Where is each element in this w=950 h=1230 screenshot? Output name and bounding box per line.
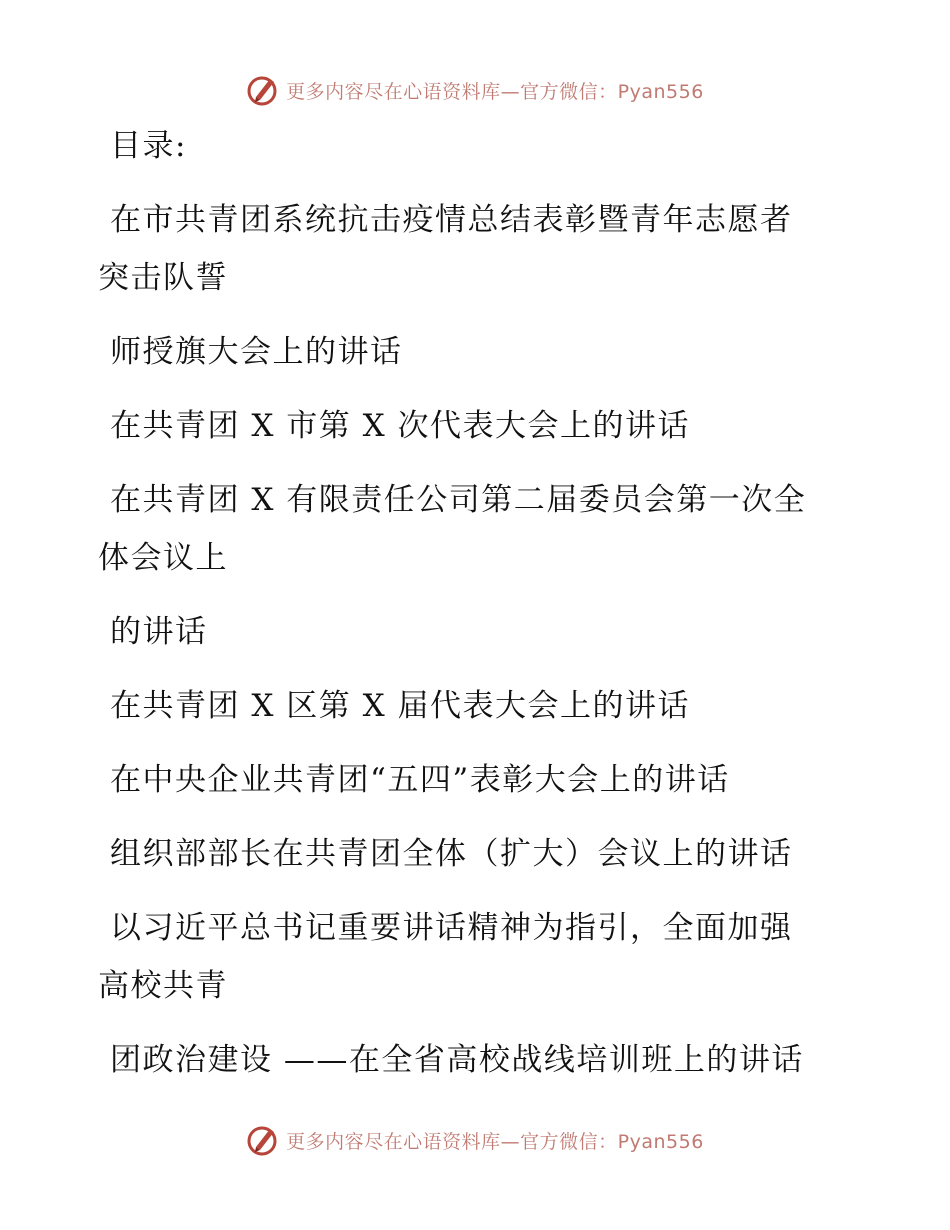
toc-line-1: 在市共青团系统抗击疫情总结表彰暨青年志愿者 (110, 202, 793, 238)
toc-line-6: 体会议上 (98, 540, 228, 576)
toc-line-5: 在共青团 X 有限责任公司第二届委员会第一次全 (110, 482, 807, 518)
toc-line-12: 高校共青 (98, 968, 228, 1004)
toc-line-3: 师授旗大会上的讲话 (110, 334, 403, 370)
toc-line-11: 以习近平总书记重要讲话精神为指引，全面加强 (110, 910, 793, 946)
footer-banner-inner (246, 1123, 704, 1157)
footer-banner-text: 更多内容尽在心语资料库—官方微信：Pyan556 (286, 1130, 704, 1153)
toc-line-13: 团政治建设 ——在全省高校战线培训班上的讲话 (110, 1042, 804, 1078)
toc-line-9: 在中央企业共青团“五四”表彰大会上的讲话 (110, 762, 730, 798)
toc-line-8: 在共青团 X 区第 X 届代表大会上的讲话 (110, 688, 691, 724)
toc-line-4: 在共青团 X 市第 X 次代表大会上的讲话 (110, 408, 691, 444)
toc-heading: 目录: (110, 128, 187, 164)
toc-line-10: 组织部部长在共青团全体（扩大）会议上的讲话 (110, 836, 793, 872)
pen-circle-logo-icon (246, 1123, 280, 1157)
header-banner-text: 更多内容尽在心语资料库—官方微信：Pyan556 (286, 80, 704, 103)
toc-line-2: 突击队誓 (98, 260, 228, 296)
toc-line-7: 的讲话 (110, 614, 208, 650)
footer-banner (0, 1120, 950, 1160)
